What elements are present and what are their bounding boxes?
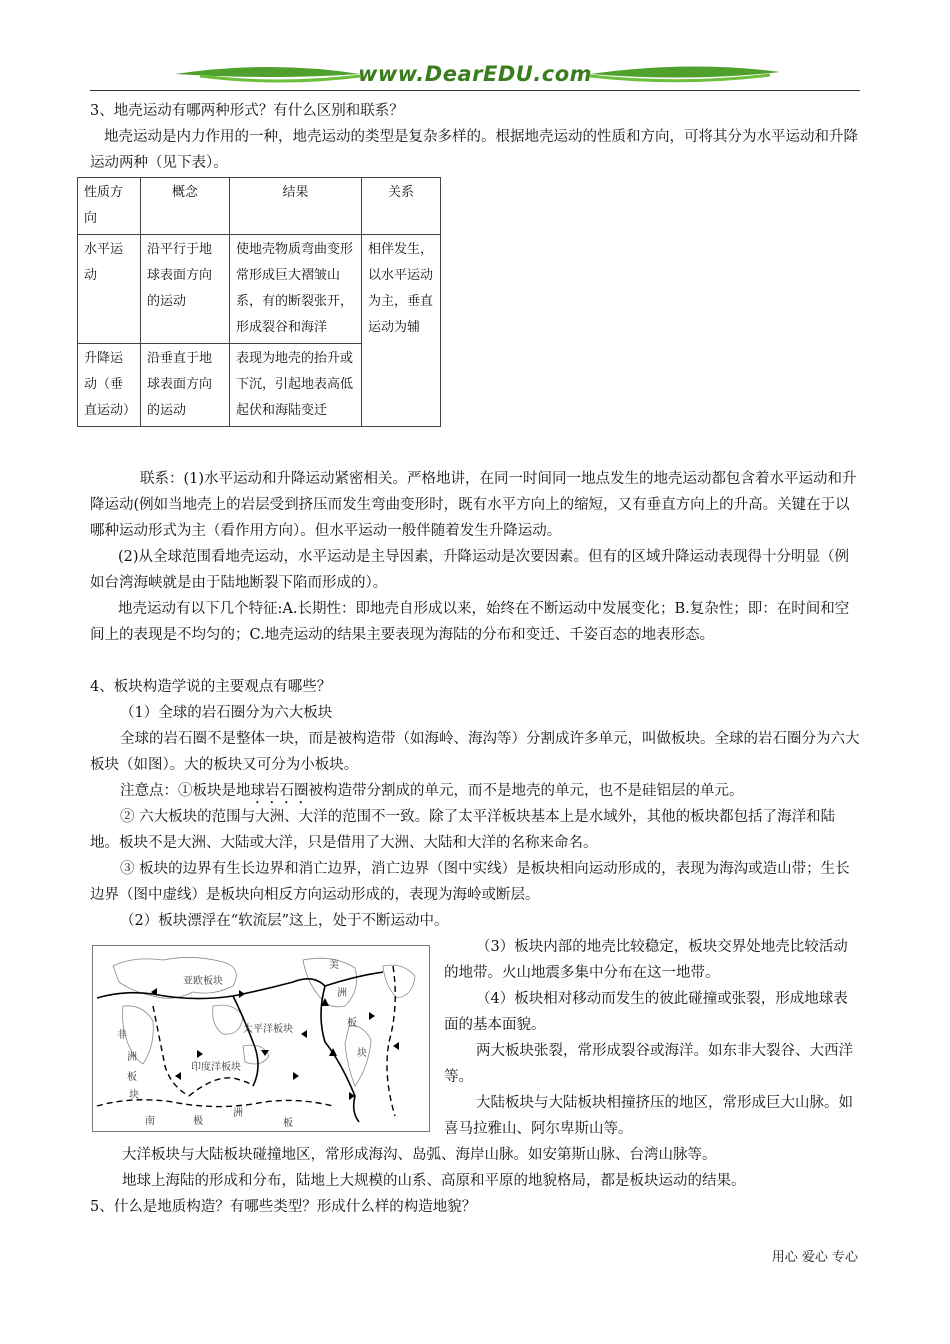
- q4-title: 4、板块构造学说的主要观点有哪些？: [90, 679, 332, 695]
- q3-link2: (2)从全球范围看地壳运动，水平运动是主导因素，升降运动是次要因素。但有的区域升降运动表现得十分明显（例如台湾海峡就是由于陆地断裂下陷而形成的）。: [90, 549, 850, 591]
- q4-summary: 地球上海陆的形成和分布，陆地上大规模的山系、高原和平原的地貌格局，都是板块运动的结果。: [122, 1173, 746, 1189]
- table-cell: 升降运动（垂直运动）: [78, 344, 141, 427]
- table-header-cell: 概念: [141, 178, 230, 235]
- q4-point4: （4）板块相对移动而发生的彼此碰撞或张裂，形成地球表面的基本面貌。: [444, 991, 848, 1033]
- q4-point2: （2）板块漂浮在“软流层”这上，处于不断运动中。: [120, 913, 449, 929]
- q3-link1: 联系：(1)水平运动和升降运动紧密相关。严格地讲，在同一时间同一地点发生的地壳运动都包含着水平运动和升降运动(例如当地壳上的岩层受到挤压而发生弯曲变形时，既有水平方向上的缩短，又有垂直方向上的升高。关键在于以哪种运动形式为主（看作用方向）。但水平运动一般伴随着发生升降运动。: [90, 471, 857, 539]
- q3-title: 3、地壳运动有哪两种形式？有什么区别和联系？: [90, 103, 404, 119]
- plate-map: [92, 945, 430, 1132]
- map-label: 南: [145, 1116, 155, 1127]
- table-row: [78, 235, 441, 344]
- q3-intro: 地壳运动是内力作用的一种，地壳运动的类型是复杂多样的。根据地壳运动的性质和方向，可将其分为水平运动和升降运动两种（见下表）。: [90, 129, 858, 171]
- site-name: www.DearEDU.com: [357, 62, 593, 86]
- table-header-cell: 性质方向: [78, 178, 141, 235]
- q4-collide2: 大洋板块与大陆板块碰撞地区，常形成海沟、岛弧、海岸山脉。如安第斯山脉、台湾山脉等。: [122, 1147, 717, 1163]
- table-cell: 表现为地壳的抬升或下沉，引起地表高低起伏和海陆变迁: [230, 344, 362, 427]
- map-label: 块: [129, 1090, 139, 1101]
- q4-note3: ③ 板块的边界有生长边界和消亡边界，消亡边界（图中实线）是板块相向运动形成的，表现为海沟或造山带；生长边界（图中虚线）是板块向相反方向运动形成的，表现为海岭或断层。: [90, 861, 850, 903]
- q4-point1: （1）全球的岩石圈分为六大板块: [120, 705, 333, 721]
- map-label: 极: [193, 1116, 203, 1127]
- q4-point3: （3）板块内部的地壳比较稳定，板块交界处地壳比较活动的地带。火山地震多集中分布在这一地带。: [444, 939, 848, 981]
- map-label: 板: [127, 1072, 137, 1083]
- q4-note1: [120, 778, 862, 807]
- map-label: 板: [347, 1018, 357, 1029]
- table-cell: 沿垂直于地球表面方向的运动: [141, 344, 230, 427]
- note1-pre: 注意点：①板块是地: [120, 783, 251, 799]
- note1-post: 被构造带分割成的单元，而不是地壳的单元，也不是硅铝层的单元。: [308, 783, 744, 799]
- q4-collide1: 大陆板块与大陆板块相撞挤压的地区，常形成巨大山脉。如喜马拉雅山、阿尔卑斯山等。: [444, 1095, 853, 1137]
- map-label: 亚欧板块: [183, 976, 223, 987]
- map-label: 美: [329, 960, 339, 971]
- plate-map-graphic: [93, 946, 429, 1131]
- table-header-cell: 关系: [362, 178, 441, 235]
- map-label: 洲: [337, 988, 347, 999]
- map-label: 印度洋板块: [191, 1062, 241, 1073]
- q4-split: 两大板块张裂，常形成裂谷或海洋。如东非大裂谷、大西洋等。: [444, 1043, 853, 1085]
- header-rule: [90, 90, 860, 91]
- table-cell: 水平运动: [78, 235, 141, 344]
- table-cell: 使地壳物质弯曲变形常形成巨大褶皱山系，有的断裂张开，形成裂谷和海洋: [230, 235, 362, 344]
- map-label: 板: [283, 1118, 293, 1129]
- q3-features: 地壳运动有以下几个特征:A.长期性：即地壳自形成以来，始终在不断运动中发展变化；B.复杂性；即：在时间和空间上的表现是不均匀的；C.地壳运动的结果主要表现为海陆的分布和变迁、千姿百态的地表形态。: [90, 601, 850, 643]
- note1-emphasis: 球岩石圈: [250, 783, 309, 799]
- table-cell: 沿平行于地球表面方向的运动: [141, 235, 230, 344]
- header-banner: [90, 60, 860, 92]
- map-label: 洲: [233, 1108, 243, 1119]
- map-label: 太平洋板块: [243, 1024, 293, 1035]
- map-label: 洲: [127, 1052, 137, 1063]
- q5-title: 5、什么是地质构造？有哪些类型？形成什么样的构造地貌？: [90, 1199, 477, 1215]
- table-header-cell: 结果: [230, 178, 362, 235]
- table-header-row: [78, 178, 441, 235]
- q4-note2: ② 六大板块的范围与大洲、大洋的范围不一致。除了太平洋板块基本上是水域外，其他的板块都包括了海洋和陆地。板块不是大洲、大陆或大洋，只是借用了大洲、大陆和大洋的名称来命名。: [90, 809, 836, 851]
- footer-text: 用心 爱心 专心: [771, 1250, 858, 1265]
- map-label: 非: [117, 1030, 127, 1041]
- q4-p1: 全球的岩石圈不是整体一块，而是被构造带（如海岭、海沟等）分割成许多单元，叫做板块。全球的岩石圈分为六大板块（如图）。大的板块又可分为小板块。: [90, 731, 860, 773]
- table-cell: 相伴发生，以水平运动为主，垂直运动为辅: [362, 235, 441, 427]
- map-label: 块: [357, 1048, 367, 1059]
- movement-table: [77, 177, 441, 427]
